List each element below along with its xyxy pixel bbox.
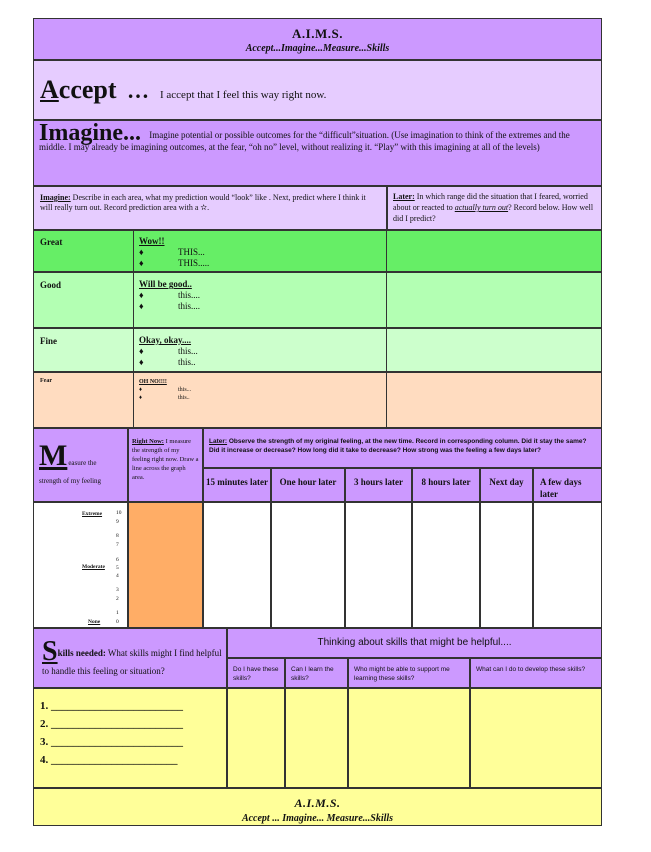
skills-thinking-cell xyxy=(227,628,602,658)
row-label-good: Good xyxy=(40,280,62,290)
row-label-great: Great xyxy=(40,237,63,247)
accept-text: I accept that I feel this way right now. xyxy=(160,89,327,101)
scale-number-10: 10 xyxy=(116,510,122,516)
measure-col-header-6: A few days later xyxy=(533,468,602,502)
skills-list-item[interactable]: 3. ________________________ xyxy=(40,736,183,748)
skills-answer-support[interactable] xyxy=(348,688,470,788)
graph-area-3-hours[interactable] xyxy=(345,502,412,628)
imagine-right-instructions: Later: In which range did the situation that I feared, worried about or reacted to actually turn out? Record below. How well did I predict? xyxy=(387,186,602,230)
scale-extreme: Extreme xyxy=(82,511,103,517)
footer-title: A.I.M.S. xyxy=(294,796,341,810)
scale-number-0: 0 xyxy=(116,619,119,625)
accept-section xyxy=(33,60,602,120)
scale-none: None xyxy=(88,619,101,625)
scale-number-3: 3 xyxy=(116,587,119,593)
row-heading-great: Wow!! xyxy=(139,236,165,246)
row-content-fine[interactable]: Okay, okay.... ♦ this... ♦ this.. xyxy=(139,335,198,367)
header-title: A.I.M.S. xyxy=(292,26,343,41)
imagine-text-block xyxy=(39,120,595,153)
row-heading-fear: OH NO!!!! xyxy=(139,379,167,385)
footer-banner xyxy=(33,788,602,826)
scale-number-1: 1 xyxy=(116,610,119,616)
measure-later-cell xyxy=(203,428,602,468)
skills-list-item[interactable]: 4. _______________________ xyxy=(40,754,178,766)
imagine-text: Imagine potential or possible outcomes for the “difficult”situation. (Use imagination to think of the extremes and the middle. I may already be imagining outcomes, at the fear, “oh no” level, without realizing it. “Play” with this imagining at all of the levels) xyxy=(39,130,570,152)
accept-heading-rest: ccept xyxy=(58,75,117,104)
row-label-fear: Fear xyxy=(40,378,52,384)
scale-moderate: Moderate xyxy=(82,564,105,570)
skills-list-item[interactable]: 1. ________________________ xyxy=(40,700,183,712)
imagine-left-label: Imagine: xyxy=(40,193,71,202)
row-content-fear[interactable]: OH NO!!!! ♦ this... ♦ this.. xyxy=(139,379,192,401)
later-label: Later: xyxy=(209,438,228,445)
skills-thinking-text: Thinking about skills that might be helpful.... xyxy=(317,637,512,648)
footer-subtitle: Accept ... Imagine... Measure...Skills xyxy=(241,813,394,824)
imagine-section xyxy=(33,120,602,186)
row-content-good[interactable]: Will be good.. ♦ this.... ♦ this.... xyxy=(139,279,201,311)
scale-number-9: 9 xyxy=(116,519,119,525)
skills-list-cell[interactable] xyxy=(33,688,227,788)
header-banner xyxy=(33,18,602,60)
measure-title-cell xyxy=(33,428,128,502)
graph-area-few-days[interactable] xyxy=(533,502,602,628)
imagine-heading: Imagine... xyxy=(39,120,141,146)
imagine-right-label: Later: xyxy=(393,192,415,201)
scale-number-7: 7 xyxy=(116,542,119,548)
graph-area-8-hours[interactable] xyxy=(412,502,480,628)
measure-subheading: strength of my feeling xyxy=(39,477,102,485)
skills-title-cell xyxy=(33,628,227,688)
right-now-label: Right Now: xyxy=(132,438,164,445)
scale-number-2: 2 xyxy=(116,596,119,602)
scale-number-4: 4 xyxy=(116,573,119,579)
measure-col-header-2: One hour later xyxy=(271,468,345,502)
header-subtitle: Accept...Imagine...Measure...Skills xyxy=(245,43,390,54)
row-heading-fine: Okay, okay.... xyxy=(139,335,192,345)
imagine-left-instructions xyxy=(33,186,387,230)
skills-answer-develop[interactable] xyxy=(470,688,602,788)
skills-answer-have[interactable] xyxy=(227,688,285,788)
graph-area-next-day[interactable] xyxy=(480,502,533,628)
graph-area-one-hour[interactable] xyxy=(271,502,345,628)
measure-scale-cell xyxy=(33,502,128,628)
accept-heading: Accept … xyxy=(40,75,150,104)
scale-number-6: 6 xyxy=(116,557,119,563)
right-now-text: I measure the strength of my feeling right now. Draw a line across the graph area. xyxy=(132,438,199,481)
scale-number-8: 8 xyxy=(116,533,119,539)
skills-col-header-2: Can I learn the skills? xyxy=(285,658,348,688)
right-now-graph-area[interactable] xyxy=(128,502,203,628)
measure-heading: Measure the xyxy=(39,439,97,472)
imagine-left-text: Describe in each area, what my prediction would “look” like . Next, predict where I think it will really turn out. Record prediction area with a ✫. xyxy=(40,193,366,212)
measure-col-header-5: Next day xyxy=(480,468,533,502)
graph-area-15-minutes[interactable] xyxy=(203,502,271,628)
skills-col-header-4: What can I do to develop these skills? xyxy=(470,658,602,688)
skills-heading: Skills needed: What skills might I find helpful to handle this feeling or situation? xyxy=(42,636,222,676)
later-text: Observe the strength of my original feeling, at the new time. Record in corresponding column. Did it stay the same? Did it increase or decrease? How long did it take to decrease? How strong was the feeling a few days later? xyxy=(209,438,587,454)
measure-col-header-4: 8 hours later xyxy=(412,468,480,502)
skills-answer-learn[interactable] xyxy=(285,688,348,788)
row-label-fine: Fine xyxy=(40,336,57,346)
skills-list-item[interactable]: 2. ________________________ xyxy=(40,718,183,730)
row-heading-good: Will be good.. xyxy=(139,279,192,289)
row-content-great[interactable]: Wow!! ♦ THIS... ♦ THIS..... xyxy=(139,236,210,268)
skills-col-header-1: Do I have these skills? xyxy=(227,658,285,688)
skills-col-header-3: Who might be able to support me learning these skills? xyxy=(348,658,470,688)
scale-number-5: 5 xyxy=(116,565,119,571)
measure-col-header-3: 3 hours later xyxy=(345,468,412,502)
measure-right-now-cell xyxy=(128,428,203,502)
measure-col-header-1: 15 minutes later xyxy=(203,468,271,502)
